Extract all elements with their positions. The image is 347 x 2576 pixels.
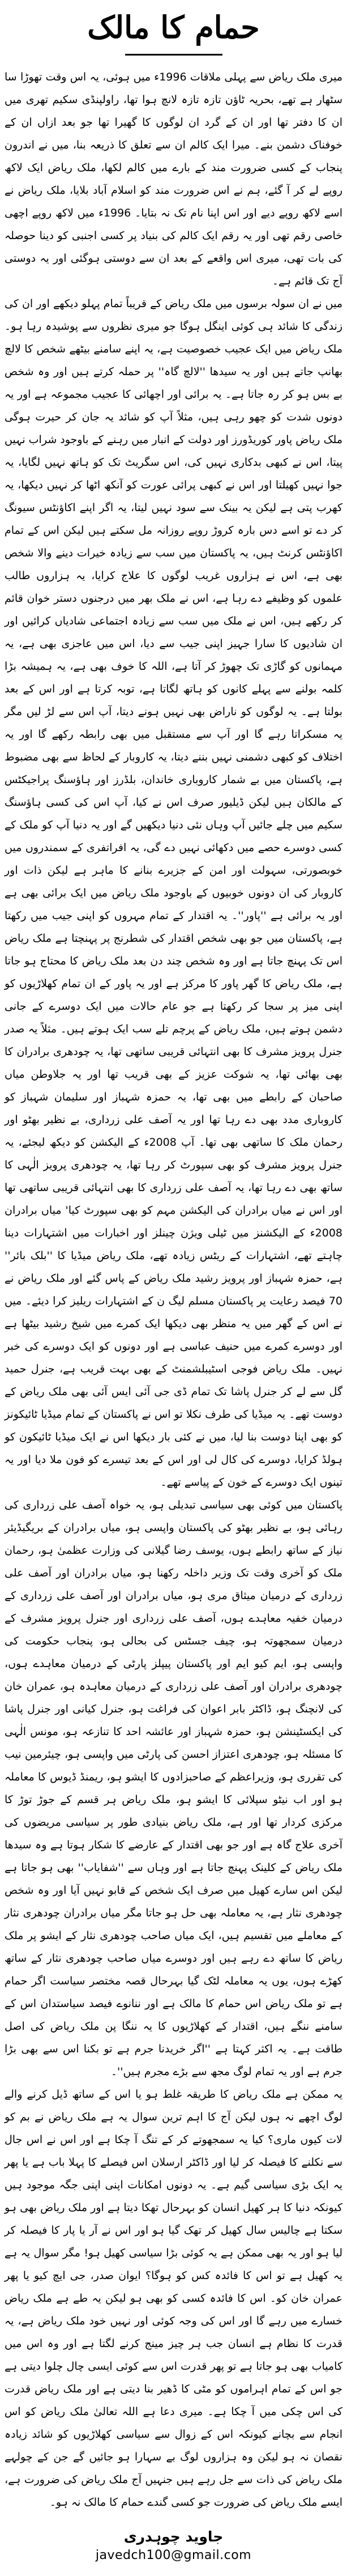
- author-signature: جاوید چوہدری: [123, 2528, 224, 2545]
- article-footer: [5, 2528, 342, 2562]
- article-body: [5, 66, 342, 2514]
- title-divider: [125, 54, 222, 56]
- article-header: [5, 6, 342, 56]
- article-paragraph-3: پاکستان میں کوئی بھی سیاسی تبدیلی ہو، یہ خواہ آصف علی زرداری کی رہائی ہو، بے نظیر بھٹو کی پاکستان واپسی ہو، میاں برادران کے بریگیڈیئر نیاز کے ساتھ رابطے ہوں، یوسف رضا گیلانی کی وزارت عظمیٰ ہو، رحمان ملک کو آخری وقت تک وزیر داخلہ رکھنا ہو، میاں برادران اور آصف علی زرداری کے درمیان میثاق مری ہو، میاں برادران اور آصف علی زرداری کے درمیان خفیہ معاہدے ہوں، آصف علی زرداری اور جنرل پرویز مشرف کے درمیان سمجھوتہ ہو، چیف جسٹس کی بحالی ہو، پنجاب حکومت کی واپسی ہو، ایم کیو ایم اور پاکستان پیپلز پارٹی کے درمیان معاہدے ہوں، چودھری برادران اور آصف علی زرداری کے درمیان معاہدہ ہو، عمران خان کی لانچنگ ہو، ڈاکٹر بابر اعوان کی فراغت ہو، جنرل کیانی اور جنرل پاشا کی ایکسٹینشن ہو، حمزہ شہباز اور عائشہ احد کا تنازعہ ہو، مونس الٰہی کا مسئلہ ہو، چودھری اعتزاز احسن کی پارٹی میں واپسی ہو، چیئرمین نیب کی تقرری ہو، وزیراعظم کے صاحبزادوں کا ایشو ہو، ریمنڈ ڈیوس کا معاملہ ہو اور اب نیٹو سپلائی کا ایشو ہو، ملک ریاض ہر قسم کے جوڑ توڑ کا مرکزی کردار تھا اور ہے، ملک ریاض بنیادی طور پر سیاسی مریضوں کی آخری علاج گاہ ہے اور جو بھی اقتدار کے عارضے کا شکار ہوتا ہے وہ سیدھا ملک ریاض کے کلینک پہنچ جاتا ہے اور وہاں سے ''شفایاب'' بھی ہو جاتا ہے لیکن اس سارے کھیل میں صرف ایک شخص کے قابو نہیں آیا اور وہ شخص چودھری نثار ہے، یہ معاملہ بھی حل ہو جاتا مگر میاں برادران چودھری نثار کے معاملے میں تقسیم ہیں، ایک میاں صاحب چودھری نثار کے ایشو پر ملک ریاض کا ساتھ دے رہے ہیں اور دوسرے میاں صاحب چودھری نثار کے ساتھ کھڑے ہوں، یوں یہ معاملہ لٹک گیا بہرحال قصہ مختصر سیاست اگر حمام ہے تو ملک ریاض اس حمام کا مالک ہے اور ننانوے فیصد سیاستدان اس کے سامنے ننگے ہیں، اقتدار کے کھلاڑیوں کا یہ ننگا پن ملک ریاض کی اصل طاقت ہے۔ یہ اکثر کہتا ہے ''اگر خریدنا جرم ہے تو بکنا اس سے بھی بڑا جرم ہے اور یہ تمام لوگ مجھ سے بڑے مجرم ہیں''۔: [5, 1498, 342, 2078]
- article-paragraph-1: میری ملک ریاض سے پہلی ملاقات 1996ء میں ہوئی، یہ اس وقت تھوڑا سا سٹھار ہے تھے، بحریہ ٹاؤن تازہ تازہ لانچ ہوا تھا، راولپنڈی سکیم تھری میں ان کا دفتر تھا اور ان کے گرد ان لوگوں کا گھیرا تھا جو بعد ازاں ان کے خوفناک دشمن بنے۔ میرا ایک کالم ان سے تعلق کا ذریعہ بنا، میں نے اندرون پنجاب کے کسی ضرورت مند کے بارے میں کالم لکھا، ملک ریاض ایک لاکھ روپے لے کر آ گئے، ہم نے اس ضرورت مند کو اسلام آباد بلایا، ملک ریاض نے اسے لاکھ روپے دیے اور اس اپنا نام تک نہ بتایا۔ 1996ء میں لاکھ روپے اچھی خاصی رقم تھی اور یہ رقم ایک کالم کی بنیاد پر کسی اجنبی کو دینا حوصلہ کی بات تھی، میری اس واقعے کے بعد ان سے دوستی ہوگئی اور یہ دوستی آج تک قائم ہے۔: [5, 70, 343, 287]
- article-paragraph-2: میں نے ان سولہ برسوں میں ملک ریاض کے قریباً تمام پہلو دیکھے اور ان کی زندگی کا شائد ہی کوئی اینگل ہوگا جو میری نظروں سے پوشیدہ رہا ہو۔ ملک ریاض میں ایک عجیب خصوصیت ہے، یہ اپنے سامنے بیٹھے شخص کا لالچ بھانپ جاتے ہیں اور یہ سیدھا ''لالچ گاہ'' پر حملہ کرتے ہیں اور وہ شخص بے بس ہو کر رہ جاتا ہے۔ یہ برائی اور اچھائی کا عجیب مجموعہ ہے اور یہ دونوں شدت کو چھو رہی ہیں، مثلاً آپ کو شائد یہ جان کر حیرت ہوگی ملک ریاض پاور کوریڈورز اور دولت کے انبار میں رہنے کے باوجود شراب نہیں پیتا، اس نے کبھی بدکاری نہیں کی، اس سگریٹ تک کو ہاتھ نہیں لگایا، یہ جوا نہیں کھیلتا اور اس نے کبھی پرائی عورت کو آنکھ اٹھا کر نہیں دیکھا، یہ کھرب پتی ہے لیکن یہ بینک سے سود نہیں لیتا، یہ اگر اپنے اکاؤنٹس سیونگ کر دے تو اسے دس بارہ کروڑ روپے روزانہ مل سکتے ہیں لیکن اس کے تمام اکاؤنٹس کرنٹ ہیں، یہ پاکستان میں سب سے زیادہ خیرات دینے والا شخص بھی ہے، اس نے ہزاروں غریب لوگوں کا علاج کرایا، یہ ہزاروں طالب علموں کو وظیفے دے رہا ہے، اس نے ملک بھر میں درجنوں دستر خوان قائم کر رکھے ہیں، اس نے ملک میں سب سے زیادہ اجتماعی شادیاں کرائیں اور ان شادیوں کا سارا جہیز اپنی جیب سے دیا، اس میں عاجزی بھی ہے، یہ مہمانوں کو گاڑی تک چھوڑ کر آتا ہے، اللہ کا خوف بھی ہے، یہ ہمیشہ بڑا کلمہ بولنے سے پہلے کانوں کو ہاتھ لگاتا ہے، توبہ کرتا ہے اور اس کے بعد بولتا ہے۔ یہ لوگوں کو ناراض بھی نہیں ہونے دیتا، آپ اس سے لڑ لیں مگر یہ مسکراتا رہے گا اور آپ سے مستقبل میں بھی رابطہ رکھے گا اور یہ اختلاف کو کبھی دشمنی نہیں بننے دیتا، یہ کاروبار کے لحاظ سے بھی مضبوط ہے، پاکستان میں بے شمار کاروباری خاندان، بلڈرز اور ہاؤسنگ پراجیکٹس کے مالکان ہیں لیکن ڈیلیور صرف اس نے کیا، آپ اس کی کسی ہاؤسنگ سکیم میں چلے جائیں آپ وہاں نئی دنیا دیکھیں گے اور یہ دنیا آپ کو ملک کے کسی دوسرے حصے میں دکھائی نہیں دے گی، یہ افراتفری کے سمندروں میں خوبصورتی، سہولت اور امن کے جزیرے بنانے کا ماہر ہے لیکن ذات اور کاروبار کی ان دونوں خوبیوں کے باوجود ملک ریاض میں ایک برائی بھی ہے اور یہ برائی ہے ''پاور''۔ یہ اقتدار کے تمام مہروں کو اپنی جیب میں رکھتا ہے، پاکستان میں جو بھی شخص اقتدار کی شطرنج پر پہنچتا ہے ملک ریاض اس تک پہنچ جاتا ہے اور وہ شخص چند دن بعد ملک ریاض کا محتاج ہو جاتا ہے، ملک ریاض کا گھر پاور کا مرکز ہے اور یہ پاور کے ان تمام کھلاڑیوں کو اپنی میز پر سجا کر رکھتا ہے جو عام حالات میں ایک دوسرے کے جانی دشمن ہوتے ہیں، ملک ریاض کے پرچم تلے سب ایک ہوتے ہیں۔ مثلاً یہ صدر جنرل پرویز مشرف کا بھی انتہائی قریبی ساتھی تھا، یہ چودھری برادران کا بھی بھائی تھا، یہ شوکت عزیز کے بھی قریب تھا اور یہ جلاوطن میاں صاحبان کے رابطے میں بھی تھا، یہ حمزہ شہباز اور سلیمان شہباز کو کاروباری مدد بھی دے رہا تھا اور یہ آصف علی زرداری، بے نظیر بھٹو اور رحمان ملک کا ساتھی بھی تھا۔ آپ 2008ء کے الیکشن کو دیکھ لیجئے، یہ جنرل پرویز مشرف کو بھی سپورٹ کر رہا تھا، یہ چودھری پرویز الٰہی کا ساتھ بھی دے رہا تھا، یہ آصف علی زرداری کا بھی انتہائی قریبی ساتھی تھا اور اس نے میاں برادران کی الیکشن مہم کو بھی سپورٹ کیا' میاں برادران 2008ء کے الیکشنز میں ٹیلی ویژن چینلز اور اخبارات میں اشتہارات دینا چاہتے تھے، اشتہارات کے ریٹس زیادہ تھے، ملک ریاض میڈیا کا ''بلک بائر'' ہے، حمزہ شہباز اور پرویز رشید ملک ریاض کے پاس گئے اور ملک ریاض نے 70 فیصد رعایت پر پاکستان مسلم لیگ ن کے اشتہارات ریلیز کرا دیئے۔ میں نے اس کے گھر میں یہ منظر بھی دیکھا ایک کمرے میں شیخ رشید بیٹھا ہے اور دوسرے کمرے میں حنیف عباسی ہے اور دونوں کو ایک دوسرے کی خبر نہیں۔ ملک ریاض فوجی اسٹیبلشمنٹ کے بھی بہت قریب ہے، جنرل حمید گل سے لے کر جنرل پاشا تک تمام ڈی جی آئی ایس آئی بھی ملک ریاض کے دوست تھے۔ یہ میڈیا کی طرف نکلا تو اس نے پاکستان کے تمام میڈیا ٹائیکونز کو بھی اپنا دوست بنا لیا، میں نے کئی بار دیکھا اس نے ایک میڈیا ٹائیکون کو ہولڈ کرایا، دوسرے کی کال لی اور اس کے بعد تیسرے کو فون ملا دیا اور یہ تینوں ایک دوسرے کے خون کے پیاسے تھے۔: [5, 297, 343, 1489]
- article-paragraph-4: یہ ممکن ہے ملک ریاض کا طریقہ غلط ہو یا اس کے ساتھ ڈیل کرنے والے لوگ اچھے نہ ہوں لیکن آج کا اہم ترین سوال یہ ہے ملک ریاض نے بم کو لات کیوں ماری؟ کیا یہ سمجھوتے کر کے تنگ آ چکا ہے اور اس نے اس جال سے نکلنے کا فیصلہ کر لیا اور ڈاکٹر ارسلان اس فیصلے کا پہلا باب ہے یا پھر یہ ایک بڑی سیاسی گیم ہے۔ یہ دونوں امکانات اپنی اپنی جگہ موجود ہیں کیونکہ دنیا کا ہر کھیل انسان کو بہرحال تھکا دیتا ہے اور ملک ریاض بھی ہو سکتا ہے چالیس سال کھیل کر تھک گیا ہو اور اس نے آر یا پار کا فیصلہ کر لیا ہو اور یہ بھی ممکن ہے یہ کوئی بڑا سیاسی کھیل ہو! مگر سوال یہ ہے یہ کھیل ہے تو اس کا فائدہ کس کو ہوگا؟ ایوان صدر، جی ایچ کیو یا پھر عمران خان کو۔ اس کا فائدہ کسی کو بھی ہو لیکن یہ طے ہے ملک ریاض خسارے میں رہے گا اور اس کی وجہ کوئی اور نہیں خود ملک ریاض ہے، یہ قدرت کا نظام ہے انسان جب ہر چیز مینج کرنے لگتا ہے اور وہ اس میں کامیاب بھی ہو جاتا ہے تو پھر قدرت اس سے کوئی ایسی چال چلوا دیتی ہے جو اس کے تمام اہراموں کو مٹی کا ڈھیر بنا دیتی ہے اور ملک ریاض قدرت کی اس چکی میں آ چکا ہے۔ میری دعا ہے اللہ تعالیٰ ملک ریاض کو اس انجام سے بچانے کیونکہ اس کے زوال سے سیاسی کھلاڑیوں کو شائد زیادہ نقصان نہ ہو لیکن وہ ہزاروں لوگ بے سہارا ہو جائیں گے جن کے چولہے ملک ریاض کی ذات سے جل رہے ہیں جنہیں آج ملک ریاض کی ضرورت ہے، ایسے ملک ریاض کی ضرورت جو کسی گندے حمام کا مالک نہ ہو۔: [5, 2088, 342, 2509]
- article-title: حمام کا مالک: [87, 9, 260, 45]
- author-email: javedch100@gmail.com: [95, 2548, 252, 2562]
